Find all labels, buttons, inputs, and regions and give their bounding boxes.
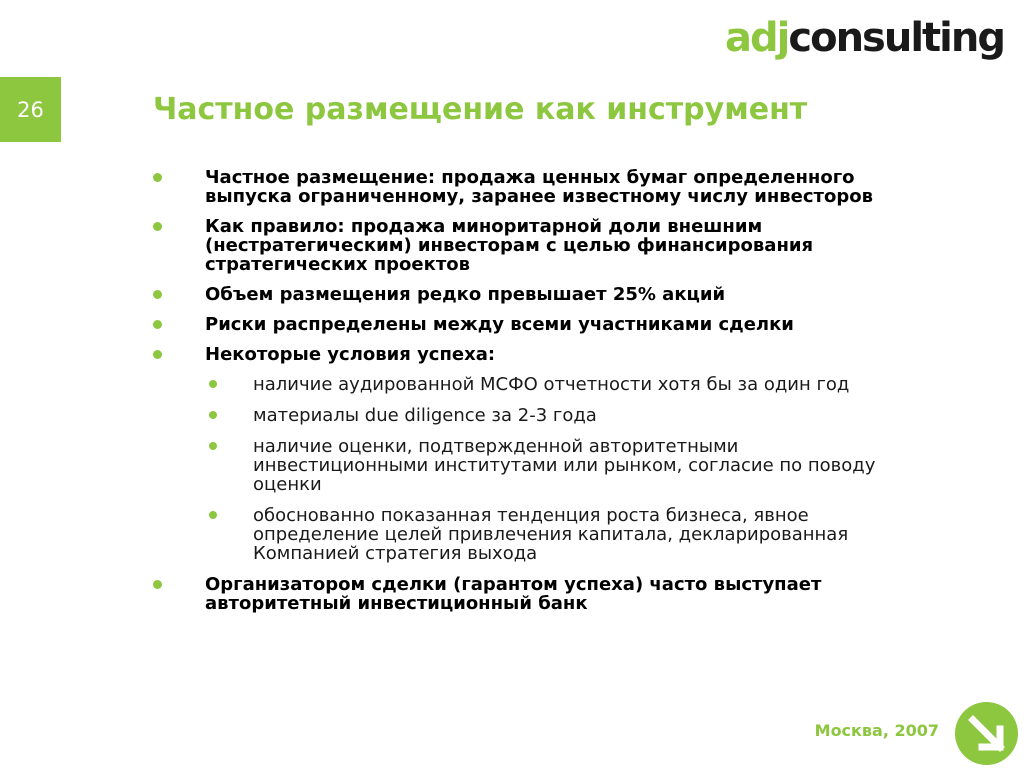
sub-bullet-text: материалы due diligence за 2-3 года bbox=[253, 405, 597, 426]
logo-prefix: adj bbox=[725, 15, 789, 61]
list-item bbox=[153, 315, 913, 334]
logo-suffix: consulting bbox=[788, 15, 1004, 61]
list-item bbox=[153, 575, 913, 613]
list-item bbox=[153, 217, 913, 274]
bullet-icon bbox=[153, 580, 162, 589]
footer-location-date: Москва, 2007 bbox=[814, 721, 939, 740]
sub-list-item bbox=[153, 506, 913, 563]
sub-bullet-icon bbox=[209, 442, 217, 450]
bullet-icon bbox=[153, 320, 162, 329]
bullet-text: Как правило: продажа миноритарной доли внешним (нестратегическим) инвесторам с целью финансирования стратегических проектов bbox=[205, 216, 814, 275]
sub-bullet-icon bbox=[209, 380, 217, 388]
sub-bullet-icon bbox=[209, 411, 217, 419]
bullet-text: Частное размещение: продажа ценных бумаг определенного выпуска ограниченному, заранее известному числу инвесторов bbox=[205, 167, 873, 207]
bullet-text: Некоторые условия успеха: bbox=[205, 344, 496, 365]
sub-list-item bbox=[153, 375, 913, 394]
sub-bullet-text: обоснованно показанная тенденция роста бизнеса, явное определение целей привлечения капитала, декларированная Компанией стратегия выхода bbox=[253, 505, 849, 564]
page-title: Частное размещение как инструмент bbox=[153, 92, 808, 127]
bullet-list bbox=[153, 168, 913, 624]
bullet-icon bbox=[153, 173, 162, 182]
bullet-icon bbox=[153, 290, 162, 299]
bullet-text: Объем размещения редко превышает 25% акций bbox=[205, 284, 726, 305]
list-item bbox=[153, 168, 913, 206]
list-item bbox=[153, 285, 913, 304]
arrow-down-right-icon bbox=[955, 702, 1018, 765]
bullet-icon bbox=[153, 350, 162, 359]
sub-bullet-text: наличие аудированной МСФО отчетности хотя бы за один год bbox=[253, 374, 850, 395]
adj-consulting-logo bbox=[725, 15, 1004, 61]
list-item bbox=[153, 345, 913, 364]
sub-bullet-text: наличие оценки, подтвержденной авторитетными инвестиционными институтами или рынком, согласие по поводу оценки bbox=[253, 436, 876, 495]
sub-list-item bbox=[153, 406, 913, 425]
bullet-text: Организатором сделки (гарантом успеха) часто выступает авторитетный инвестиционный банк bbox=[205, 574, 822, 614]
bullet-icon bbox=[153, 222, 162, 231]
sub-list-item bbox=[153, 437, 913, 494]
page-number: 26 bbox=[0, 77, 61, 142]
bullet-text: Риски распределены между всеми участниками сделки bbox=[205, 314, 794, 335]
sub-bullet-icon bbox=[209, 511, 217, 519]
